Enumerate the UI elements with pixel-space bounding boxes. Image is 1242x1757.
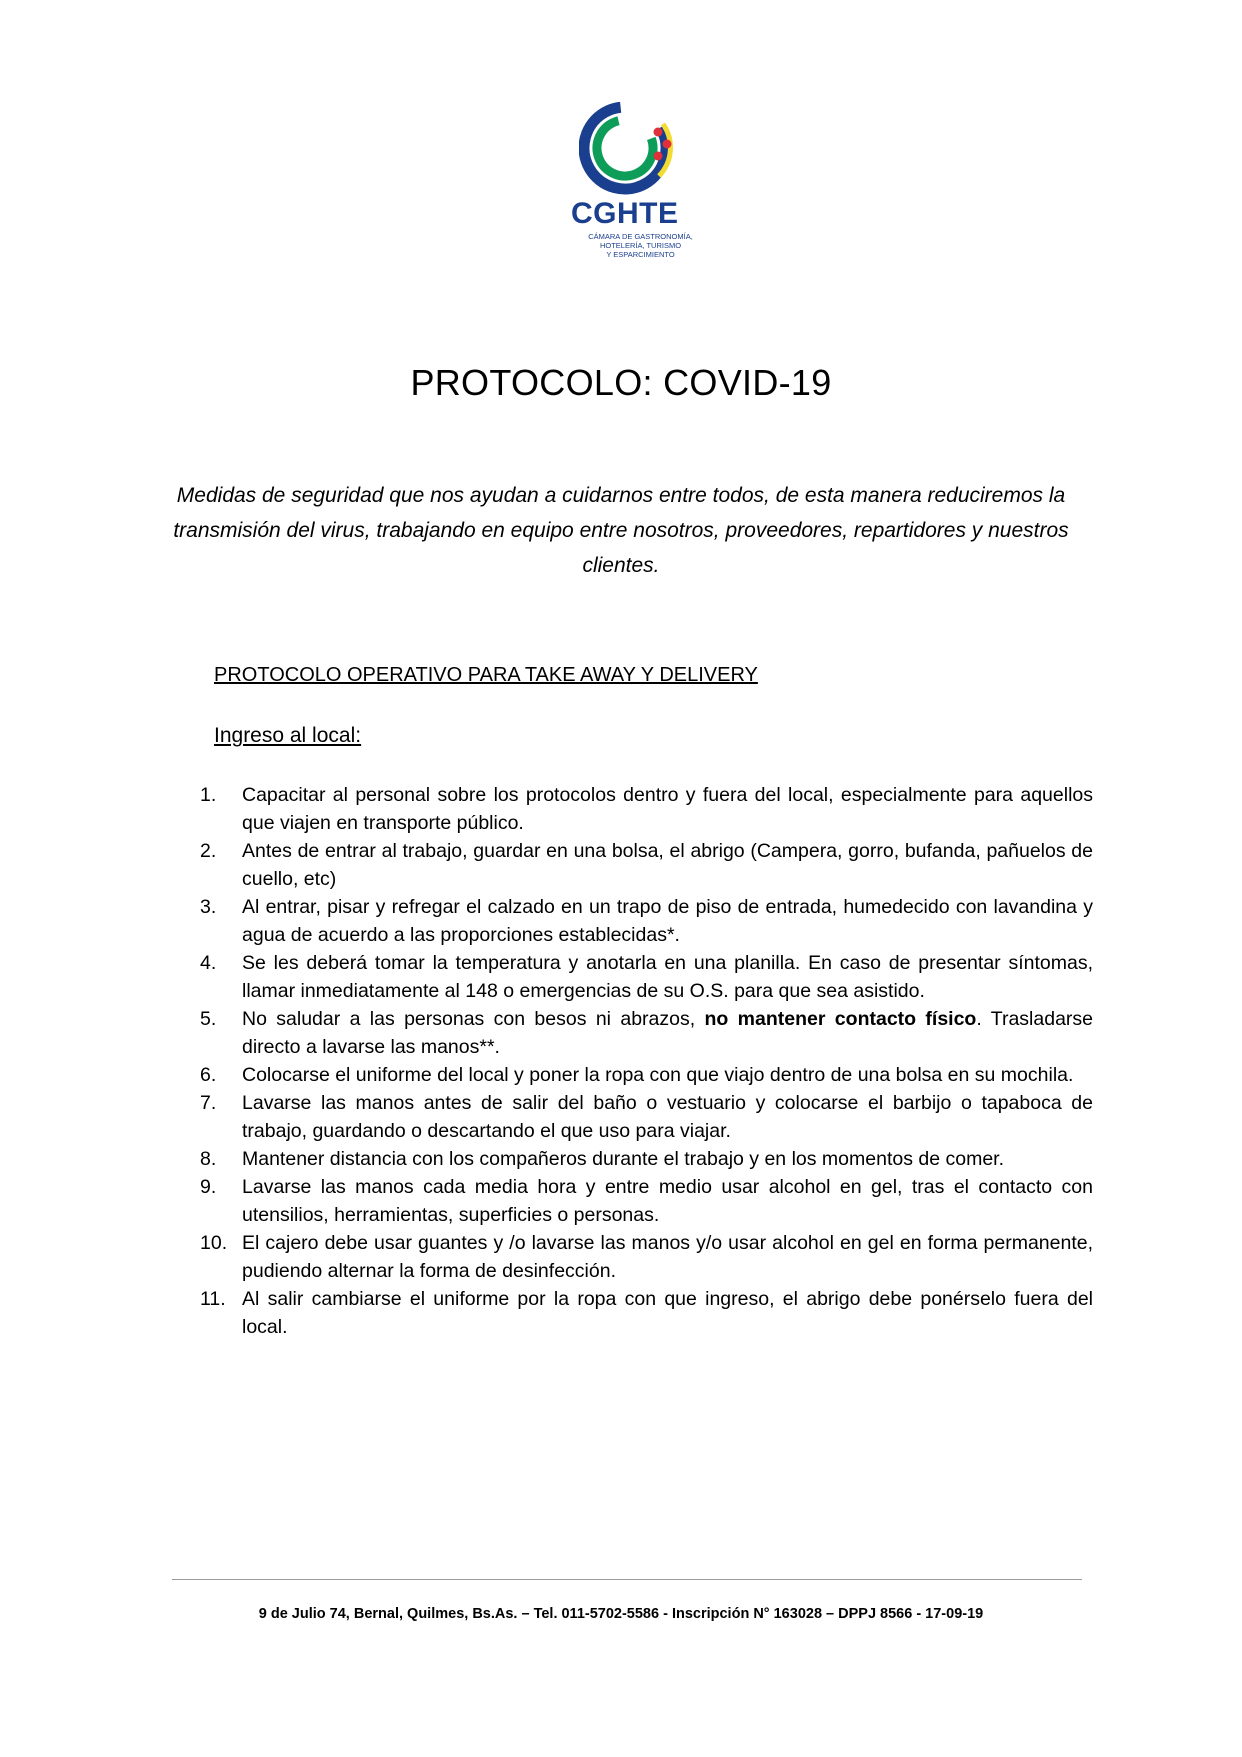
step-number: 11. <box>200 1288 226 1310</box>
emblem-green-arc <box>589 112 661 184</box>
list-item <box>200 1285 1093 1341</box>
section-heading: PROTOCOLO OPERATIVO PARA TAKE AWAY Y DELIVERY <box>214 664 758 686</box>
step-number: 5. <box>200 1008 217 1030</box>
emblem-dot-middle <box>663 140 672 149</box>
list-item <box>200 837 1093 893</box>
step-text-pre: No saludar a las personas con besos ni abrazos, <box>242 1008 705 1030</box>
step-number: 10. <box>200 1232 228 1254</box>
logo-name: CGHTE <box>571 197 679 230</box>
logo-subtitle <box>573 232 708 259</box>
step-text: Al entrar, pisar y refregar el calzado en un trapo de piso de entrada, humedecido con lavandina y agua de acuerdo a las proporciones establecidas*. <box>242 896 1093 946</box>
step-text: Lavarse las manos cada media hora y entre medio usar alcohol en gel, tras el contacto con utensilios, herramientas, superficies o personas. <box>242 1176 1093 1226</box>
step-text: Al salir cambiarse el uniforme por la ropa con que ingreso, el abrigo debe ponérselo fuera del local. <box>242 1288 1093 1338</box>
footer-contact: 9 de Julio 74, Bernal, Quilmes, Bs.As. – Tel. 011-5702-5586 - Inscripción N° 163028 – DPPJ 8566 - 17-09-19 <box>258 1606 984 1622</box>
step-text: Antes de entrar al trabajo, guardar en una bolsa, el abrigo (Campera, gorro, bufanda, pañuelos de cuello, etc) <box>242 840 1093 890</box>
emblem-dot-bottom <box>654 152 663 161</box>
step-number: 6. <box>200 1064 217 1086</box>
list-item <box>200 1173 1093 1229</box>
list-item <box>200 949 1093 1005</box>
cghte-emblem-icon <box>579 102 689 197</box>
step-text: Colocarse el uniforme del local y poner la ropa con que viajo dentro de una bolsa en su mochila. <box>242 1064 1074 1086</box>
subsection-heading: Ingreso al local: <box>214 724 362 747</box>
list-item <box>200 1145 1093 1173</box>
step-text: Se les deberá tomar la temperatura y anotarla en una planilla. En caso de presentar síntomas, llamar inmediatamente al 148 o emergencias de su O.S. para que sea asistido. <box>242 952 1093 1002</box>
step-text: Lavarse las manos antes de salir del baño o vestuario y colocarse el barbijo o tapaboca de trabajo, guardando o descartando el que uso para viajar. <box>242 1092 1093 1142</box>
list-item <box>200 1229 1093 1285</box>
cghte-logo <box>565 102 695 270</box>
logo-subtitle-line: CÁMARA DE GASTRONOMÍA, <box>588 232 693 241</box>
list-item <box>200 1089 1093 1145</box>
document-title: PROTOCOLO: COVID-19 <box>410 362 832 403</box>
list-item <box>200 1005 1093 1061</box>
intro-paragraph: Medidas de seguridad que nos ayudan a cuidarnos entre todos, de esta manera reduciremos la transmisión del virus, trabajando en equipo entre nosotros, proveedores, repartidores y nuestros clientes. <box>173 484 1069 577</box>
step-text: Mantener distancia con los compañeros durante el trabajo y en los momentos de comer. <box>242 1148 1004 1170</box>
list-item <box>200 1061 1093 1089</box>
protocol-steps-list <box>200 781 1093 1341</box>
step-text: El cajero debe usar guantes y /o lavarse las manos y/o usar alcohol en gel en forma permanente, pudiendo alternar la forma de desinfección. <box>242 1232 1093 1282</box>
step-number: 2. <box>200 840 217 862</box>
step-text-bold: no mantener contacto físico <box>704 1008 977 1030</box>
logo-subtitle-line: HOTELERÍA, TURISMO <box>599 241 682 250</box>
step-text: Capacitar al personal sobre los protocolos dentro y fuera del local, especialmente para aquellos que viajen en transporte público. <box>242 784 1093 834</box>
footer-divider <box>172 1579 1082 1580</box>
step-text-post: . Trasladarse directo a lavarse las manos**. <box>242 1008 1094 1058</box>
step-number: 4. <box>200 952 217 974</box>
step-text <box>242 1008 1093 1058</box>
step-number: 7. <box>200 1092 217 1114</box>
list-item <box>200 893 1093 949</box>
step-number: 3. <box>200 896 217 918</box>
emblem-dot-top <box>654 128 663 137</box>
step-number: 9. <box>200 1176 217 1198</box>
step-number: 8. <box>200 1148 217 1170</box>
step-number: 1. <box>200 784 217 806</box>
logo-subtitle-line: Y ESPARCIMIENTO <box>606 250 675 259</box>
list-item <box>200 781 1093 837</box>
